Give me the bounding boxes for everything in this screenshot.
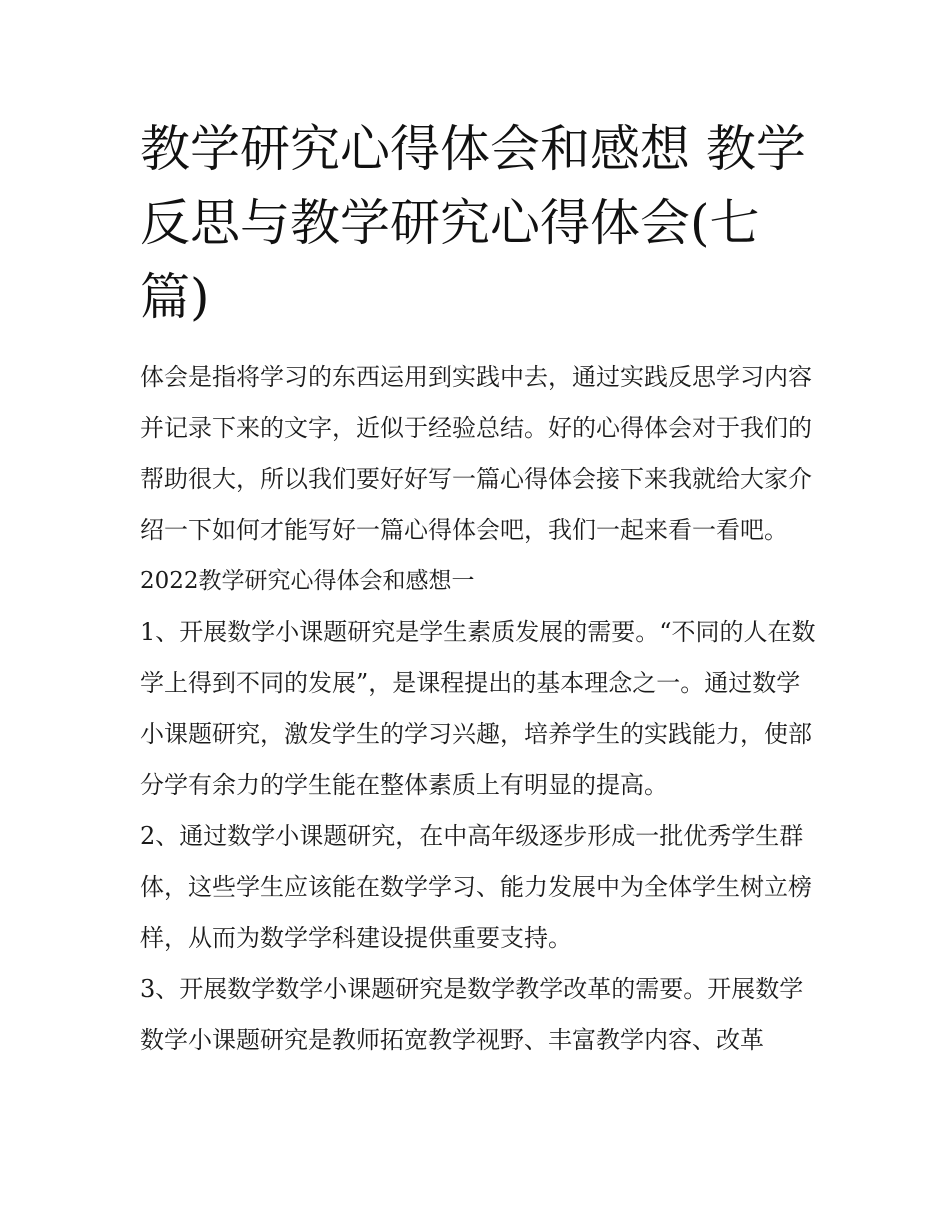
body-paragraph-2: 2、通过数学小课题研究，在中高年级逐步形成一批优秀学生群体，这些学生应该能在数学学习、能力发展中为全体学生树立榜样，从而为数学学科建设提供重要支持。 [140,822,812,952]
document-body [140,112,820,1066]
body-paragraph-3: 3、开展数学数学小课题研究是数学教学改革的需要。开展数学数学小课题研究是教师拓宽教学视野、丰富教学内容、改革 [140,975,804,1054]
body-paragraph-1: 1、开展数学小课题研究是学生素质发展的需要。“不同的人在数学上得到不同的发展”，是课程提出的基本理念之一。通过数学小课题研究，激发学生的学习兴趣，培养学生的实践能力，使部分学有余力的学生能在整体素质上有明显的提高。 [140,618,816,799]
section-heading: 2022教学研究心得体会和感想一 [140,568,475,594]
intro-paragraph: 体会是指将学习的东西运用到实践中去，通过实践反思学习内容并记录下来的文字，近似于经验总结。好的心得体会对于我们的帮助很大，所以我们要好好写一篇心得体会接下来我就给大家介绍一下如何才能写好一篇心得体会吧，我们一起来看一看吧。 [140,363,812,544]
document-title: 教学研究心得体会和感想 教学反思与教学研究心得体会(七篇) [140,120,806,326]
